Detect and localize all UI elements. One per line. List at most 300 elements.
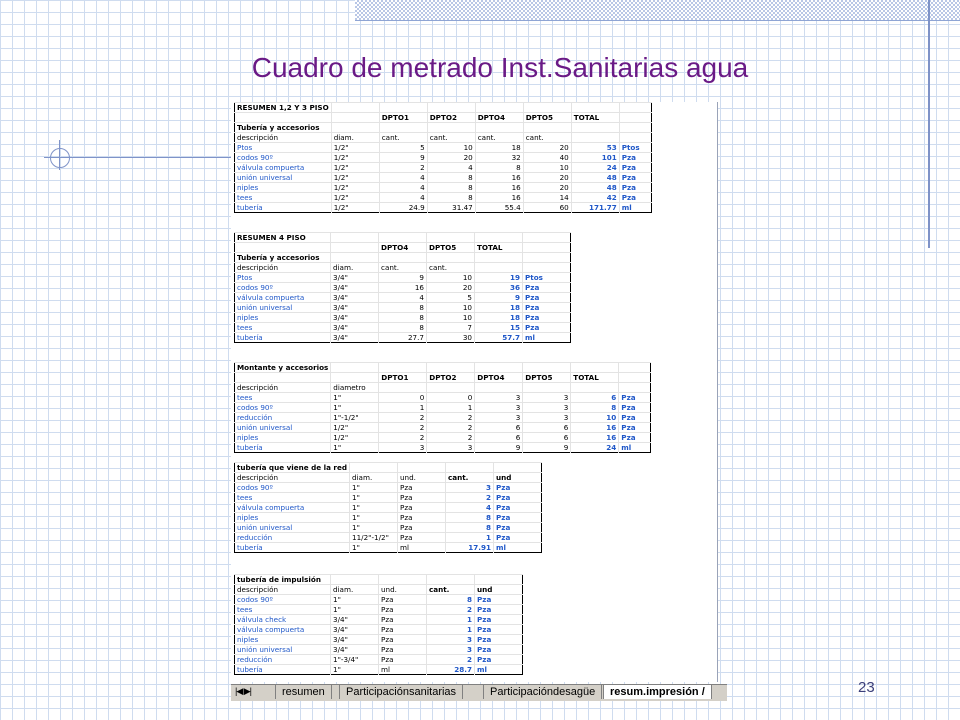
cell: codos 90º <box>235 595 331 605</box>
cell: 5 <box>379 143 427 153</box>
cell: Montante y accesorios <box>235 363 331 373</box>
cell: 8 <box>379 313 427 323</box>
cell: 48 <box>571 183 619 193</box>
cell: 4 <box>427 163 475 173</box>
cell: 1" <box>331 403 379 413</box>
cell: 4 <box>379 293 427 303</box>
cell: 2 <box>427 605 475 615</box>
cell <box>475 123 523 133</box>
cell: ml <box>379 665 427 675</box>
cell: 3/4" <box>331 323 379 333</box>
cell: 24.9 <box>379 203 427 213</box>
cell: 10 <box>427 273 475 283</box>
sheet-tab-bar <box>231 684 727 701</box>
cell: cant. <box>379 263 427 273</box>
tab-resum-impresion[interactable]: resum.impresión / <box>603 685 712 699</box>
cell: 8 <box>379 323 427 333</box>
cell: unión universal <box>235 303 331 313</box>
cell: 2 <box>427 655 475 665</box>
cell: 30 <box>427 333 475 343</box>
table-row <box>235 493 542 503</box>
cell <box>427 123 475 133</box>
cell: Pza <box>494 533 542 543</box>
cell: tees <box>235 193 332 203</box>
table-row <box>235 615 523 625</box>
cell: 16 <box>475 173 523 183</box>
cell: Pza <box>494 493 542 503</box>
cell: Pza <box>619 163 651 173</box>
table-row <box>235 625 523 635</box>
cell: 18 <box>475 303 523 313</box>
table-header-row <box>235 473 542 483</box>
cell: 1"-1/2" <box>331 413 379 423</box>
cell: 7 <box>427 323 475 333</box>
table-column-header <box>235 113 652 123</box>
cell: 4 <box>379 173 427 183</box>
cell <box>494 463 542 473</box>
cell: Pza <box>619 173 651 183</box>
cell: 2 <box>379 433 427 443</box>
cell: 3 <box>523 403 571 413</box>
table-row <box>235 605 523 615</box>
tab-participacion-desague[interactable]: Participacióndesagüe <box>483 685 602 699</box>
cell: Pza <box>475 645 523 655</box>
cell <box>523 243 571 253</box>
cell <box>331 123 379 133</box>
tab-participacion-sanitarias[interactable]: Participaciónsanitarias <box>339 685 463 699</box>
cell: 55.4 <box>475 203 523 213</box>
cell: 6 <box>475 423 523 433</box>
cell: 6 <box>475 433 523 443</box>
cell: descripción <box>235 383 331 393</box>
cell <box>379 575 427 585</box>
table-title-row <box>235 233 571 243</box>
cell: 1" <box>331 665 379 675</box>
cell: codos 90º <box>235 403 331 413</box>
cell: 3/4" <box>331 635 379 645</box>
cell: RESUMEN 4 PISO <box>235 233 331 243</box>
cell: Pza <box>398 493 446 503</box>
cell: Ptos <box>235 273 331 283</box>
cell <box>619 373 651 383</box>
cell: 20 <box>523 173 571 183</box>
table-row <box>235 503 542 513</box>
cell: 8 <box>446 513 494 523</box>
cell: 11/2"-1/2" <box>350 533 398 543</box>
cell: 1 <box>379 403 427 413</box>
cell: 16 <box>571 433 619 443</box>
cell: válvula compuerta <box>235 293 331 303</box>
cell: und <box>494 473 542 483</box>
cell: 27.7 <box>379 333 427 343</box>
cell: unión universal <box>235 423 331 433</box>
cell: 8 <box>427 183 475 193</box>
cell: Ptos <box>619 143 651 153</box>
cell: 16 <box>571 423 619 433</box>
cell <box>571 133 619 143</box>
cell: descripción <box>235 133 332 143</box>
table-title-row <box>235 463 542 473</box>
cell: unión universal <box>235 173 332 183</box>
cell: 1 <box>427 625 475 635</box>
cell <box>331 243 379 253</box>
cell: 10 <box>427 313 475 323</box>
table-row <box>235 433 651 443</box>
table-row <box>235 183 652 193</box>
cell: Pza <box>475 655 523 665</box>
cell: TOTAL <box>475 243 523 253</box>
cell: ml <box>398 543 446 553</box>
table-row <box>235 665 523 675</box>
cell: niples <box>235 183 332 193</box>
decor-horizontal-line <box>44 157 234 158</box>
cell: DPTO5 <box>523 113 571 123</box>
cell: und <box>475 585 523 595</box>
cell <box>619 123 651 133</box>
cell: ml <box>494 543 542 553</box>
page-number: 23 <box>858 679 875 696</box>
spreadsheet-image <box>231 102 718 682</box>
cell <box>398 463 446 473</box>
cell: und. <box>398 473 446 483</box>
cell <box>379 233 427 243</box>
cell: 10 <box>571 413 619 423</box>
top-decor-band <box>355 0 960 21</box>
cell: 3 <box>523 413 571 423</box>
cell: 18 <box>475 143 523 153</box>
cell: Pza <box>494 503 542 513</box>
cell: Pza <box>523 283 571 293</box>
cell <box>235 373 331 383</box>
cell <box>235 243 331 253</box>
cell: 4 <box>379 193 427 203</box>
cell: descripción <box>235 263 331 273</box>
cell: 1 <box>427 615 475 625</box>
cell: 6 <box>523 433 571 443</box>
cell: 2 <box>379 413 427 423</box>
table-row <box>235 173 652 183</box>
cell: 10 <box>523 163 571 173</box>
cell <box>427 103 475 113</box>
cell: 3 <box>475 413 523 423</box>
cell: 101 <box>571 153 619 163</box>
cell <box>619 113 651 123</box>
cell: Pza <box>619 423 651 433</box>
cell: 3 <box>427 645 475 655</box>
cell: tubería <box>235 543 350 553</box>
table-red <box>234 462 542 553</box>
table-header-row <box>235 383 651 393</box>
table-montante <box>234 362 651 453</box>
cell: Tubería y accesorios <box>235 123 332 133</box>
table-row <box>235 293 571 303</box>
cell: 2 <box>379 423 427 433</box>
cell: Pza <box>398 523 446 533</box>
cell: Tubería y accesorios <box>235 253 331 263</box>
decor-circle-icon <box>50 148 70 168</box>
cell: Ptos <box>523 273 571 283</box>
table-row <box>235 403 651 413</box>
cell: válvula check <box>235 615 331 625</box>
table-row <box>235 513 542 523</box>
cell: 3/4" <box>331 293 379 303</box>
cell: DPTO5 <box>523 373 571 383</box>
tab-scroll-arrows-icon[interactable]: |◀ ▶| <box>235 686 252 696</box>
cell: 3 <box>523 393 571 403</box>
table-column-header <box>235 243 571 253</box>
table-row <box>235 483 542 493</box>
cell: diam. <box>350 473 398 483</box>
cell: 20 <box>427 153 475 163</box>
cell: Pza <box>379 645 427 655</box>
cell: Pza <box>398 533 446 543</box>
cell: 9 <box>475 293 523 303</box>
cell: tubería <box>235 443 331 453</box>
cell: 1" <box>331 605 379 615</box>
cell: cant. <box>427 133 475 143</box>
cell <box>235 113 332 123</box>
cell: 16 <box>379 283 427 293</box>
cell: Pza <box>619 183 651 193</box>
cell: Pza <box>619 433 651 443</box>
table-row <box>235 323 571 333</box>
cell: 1"-3/4" <box>331 655 379 665</box>
cell: Pza <box>619 393 651 403</box>
cell: tubería <box>235 665 331 675</box>
decor-vertical-line-right <box>928 0 930 248</box>
cell: Pza <box>523 293 571 303</box>
cell <box>475 233 523 243</box>
cell <box>619 383 651 393</box>
cell: 48 <box>571 173 619 183</box>
cell <box>571 383 619 393</box>
cell: 4 <box>446 503 494 513</box>
cell: niples <box>235 513 350 523</box>
cell: und. <box>379 585 427 595</box>
cell: 1" <box>350 493 398 503</box>
cell: Pza <box>398 503 446 513</box>
cell: DPTO4 <box>379 243 427 253</box>
cell: Pza <box>494 523 542 533</box>
cell: 1/2" <box>331 203 379 213</box>
cell: válvula compuerta <box>235 163 332 173</box>
cell <box>379 103 427 113</box>
cell: 16 <box>475 183 523 193</box>
table-row <box>235 273 571 283</box>
cell: 3 <box>475 403 523 413</box>
cell: 24 <box>571 163 619 173</box>
cell: cant. <box>475 133 523 143</box>
cell: 8 <box>427 173 475 183</box>
cell: 42 <box>571 193 619 203</box>
cell: cant. <box>523 133 571 143</box>
cell <box>523 103 571 113</box>
cell <box>331 233 379 243</box>
cell: 9 <box>379 153 427 163</box>
cell: 1/2" <box>331 173 379 183</box>
cell: 60 <box>523 203 571 213</box>
cell: 1/2" <box>331 193 379 203</box>
cell: Pza <box>523 323 571 333</box>
table-row <box>235 635 523 645</box>
cell: 2 <box>379 163 427 173</box>
cell: ml <box>619 443 651 453</box>
cell: DPTO5 <box>427 243 475 253</box>
cell: Pza <box>523 303 571 313</box>
cell: 1/2" <box>331 183 379 193</box>
cell: descripción <box>235 473 350 483</box>
table-row <box>235 645 523 655</box>
cell: 6 <box>523 423 571 433</box>
cell: 2 <box>446 493 494 503</box>
cell: tubería <box>235 333 331 343</box>
cell: 20 <box>427 283 475 293</box>
cell: Ptos <box>235 143 332 153</box>
cell: 57.7 <box>475 333 523 343</box>
cell: Pza <box>398 513 446 523</box>
cell: 1" <box>350 503 398 513</box>
table-column-header <box>235 373 651 383</box>
cell: reducción <box>235 655 331 665</box>
cell: 2 <box>427 423 475 433</box>
cell: tees <box>235 323 331 333</box>
cell: Pza <box>398 483 446 493</box>
cell: niples <box>235 313 331 323</box>
table-resumen-123 <box>234 102 652 213</box>
cell: 10 <box>427 143 475 153</box>
tab-resumen[interactable]: resumen <box>275 685 332 699</box>
cell <box>475 575 523 585</box>
cell: 36 <box>475 283 523 293</box>
cell: DPTO1 <box>379 113 427 123</box>
cell: ml <box>619 203 651 213</box>
cell: 10 <box>427 303 475 313</box>
table-title-row <box>235 363 651 373</box>
cell: 9 <box>379 273 427 283</box>
cell: 16 <box>475 193 523 203</box>
cell: DPTO4 <box>475 113 523 123</box>
cell: 31.47 <box>427 203 475 213</box>
cell: Pza <box>379 615 427 625</box>
table-row <box>235 523 542 533</box>
cell: diam. <box>331 263 379 273</box>
table-row <box>235 283 571 293</box>
cell: 1/2" <box>331 143 379 153</box>
cell: 1/2" <box>331 163 379 173</box>
cell: DPTO2 <box>427 373 475 383</box>
cell <box>571 103 619 113</box>
cell <box>331 113 379 123</box>
cell: Pza <box>475 635 523 645</box>
table-impulsion <box>234 574 523 675</box>
cell: 53 <box>571 143 619 153</box>
cell: 3/4" <box>331 303 379 313</box>
table-row <box>235 543 542 553</box>
cell: Pza <box>619 403 651 413</box>
cell <box>571 123 619 133</box>
cell <box>619 103 651 113</box>
cell: válvula compuerta <box>235 625 331 635</box>
cell <box>475 253 523 263</box>
table-row <box>235 595 523 605</box>
cell: reducción <box>235 533 350 543</box>
cell: 3/4" <box>331 625 379 635</box>
cell: Pza <box>475 615 523 625</box>
table-row <box>235 655 523 665</box>
cell: 17.91 <box>446 543 494 553</box>
table-row <box>235 163 652 173</box>
cell <box>427 383 475 393</box>
cell <box>475 103 523 113</box>
table-row <box>235 143 652 153</box>
cell <box>350 463 398 473</box>
cell: RESUMEN 1,2 Y 3 PISO <box>235 103 332 113</box>
cell: Pza <box>475 595 523 605</box>
cell: 171.77 <box>571 203 619 213</box>
cell <box>523 263 571 273</box>
cell: 3/4" <box>331 615 379 625</box>
cell: 8 <box>427 595 475 605</box>
cell: reducción <box>235 413 331 423</box>
cell: 14 <box>523 193 571 203</box>
cell: 1" <box>350 513 398 523</box>
cell: 1/2" <box>331 433 379 443</box>
table-title-row <box>235 103 652 113</box>
cell: DPTO4 <box>475 373 523 383</box>
cell: 18 <box>475 313 523 323</box>
cell: 40 <box>523 153 571 163</box>
cell <box>331 363 379 373</box>
cell: 5 <box>427 293 475 303</box>
cell: Pza <box>379 625 427 635</box>
cell: 9 <box>523 443 571 453</box>
slide-title: Cuadro de metrado Inst.Sanitarias agua <box>251 52 749 83</box>
cell: 3/4" <box>331 645 379 655</box>
cell <box>475 363 523 373</box>
cell: tubería de impulsión <box>235 575 331 585</box>
table-resumen-4 <box>234 232 571 343</box>
cell: 15 <box>475 323 523 333</box>
cell: descripción <box>235 585 331 595</box>
cell: cant. <box>427 263 475 273</box>
cell: tubería que viene de la red <box>235 463 350 473</box>
cell: niples <box>235 433 331 443</box>
cell: 3/4" <box>331 313 379 323</box>
cell: 4 <box>379 183 427 193</box>
cell: diam. <box>331 585 379 595</box>
cell: 1" <box>350 543 398 553</box>
cell: 9 <box>475 443 523 453</box>
cell: 1/2" <box>331 153 379 163</box>
cell: TOTAL <box>571 373 619 383</box>
cell: tees <box>235 605 331 615</box>
cell: 8 <box>475 163 523 173</box>
cell: 3/4" <box>331 333 379 343</box>
cell: DPTO1 <box>379 373 427 383</box>
table-row <box>235 313 571 323</box>
cell: 1" <box>331 393 379 403</box>
cell: 1 <box>427 403 475 413</box>
table-row <box>235 413 651 423</box>
cell: diam. <box>331 133 379 143</box>
cell <box>571 363 619 373</box>
cell: 3/4" <box>331 273 379 283</box>
cell <box>523 233 571 243</box>
cell: 28.7 <box>427 665 475 675</box>
cell: 1" <box>350 483 398 493</box>
cell <box>379 253 427 263</box>
cell: tees <box>235 493 350 503</box>
